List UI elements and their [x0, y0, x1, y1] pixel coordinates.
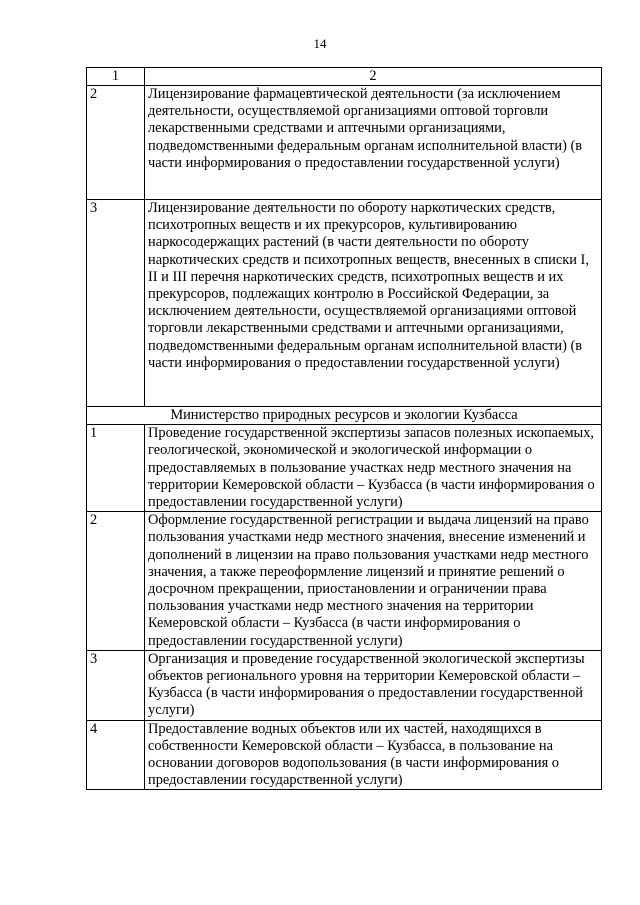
- row-description: Оформление государственной регистрации и выдача лицензий на право пользования участками недр местного значения, внесение изменений и дополнений в лицензии на право пользования участками недр местного значения, а также переоформление лицензий и принятие решений о досрочном прекращении, приостановлении и ограничении права пользования участками недр местного значения на территории Кемеровской области – Кузбасса (в части информирования о предоставлении государственной услуги): [145, 512, 602, 651]
- row-number: 2: [87, 86, 145, 200]
- section-title: Министерство природных ресурсов и экологии Кузбасса: [87, 407, 602, 425]
- table-row: [87, 425, 602, 512]
- table-header-row: [87, 68, 602, 86]
- row-number: 3: [87, 200, 145, 407]
- row-description: Предоставление водных объектов или их частей, находящихся в собственности Кемеровской области – Кузбасса, в пользование на основании договоров водопользования (в части информирования о предоставлении государственной услуги): [145, 720, 602, 790]
- section-header-row: [87, 407, 602, 425]
- row-description: Лицензирование фармацевтической деятельности (за исключением деятельности, осуществляемой организациями оптовой торговли лекарственными средствами и аптечными организациями, подведомственными федеральным органам исполнительной власти) (в части информирования о предоставлении государственной услуги): [145, 86, 602, 200]
- row-number: 1: [87, 425, 145, 512]
- row-description: Проведение государственной экспертизы запасов полезных ископаемых, геологической, экономической и экологической информации о предоставляемых в пользование участках недр местного значения на территории Кемеровской области – Кузбасса (в части информирования о предоставлении государственной услуги): [145, 425, 602, 512]
- row-description: Организация и проведение государственной экологической экспертизы объектов регионального уровня на территории Кемеровской области – Кузбасса (в части информирования о предоставлении государственной услуги): [145, 650, 602, 720]
- row-number: 4: [87, 720, 145, 790]
- column-header-number: 1: [87, 68, 145, 86]
- row-description: Лицензирование деятельности по обороту наркотических средств, психотропных веществ и их прекурсоров, культивированию наркосодержащих растений (в части деятельности по обороту наркотических средств и психотропных веществ, внесенных в списки I, II и III перечня наркотических средств, психотропных веществ и их прекурсоров, подлежащих контролю в Российской Федерации, за исключением деятельности, осуществляемой организациями оптовой торговли лекарственными средствами и аптечными организациями, подведомственными федеральным органам исполнительной власти) (в части информирования о предоставлении государственной услуги): [145, 200, 602, 407]
- table-row: [87, 720, 602, 790]
- row-number: 2: [87, 512, 145, 651]
- table-row: [87, 200, 602, 407]
- page-number: 14: [313, 36, 327, 51]
- table-row: [87, 86, 602, 200]
- table-row: [87, 512, 602, 651]
- table-row: [87, 650, 602, 720]
- services-table: [86, 67, 602, 790]
- column-header-description: 2: [145, 68, 602, 86]
- row-number: 3: [87, 650, 145, 720]
